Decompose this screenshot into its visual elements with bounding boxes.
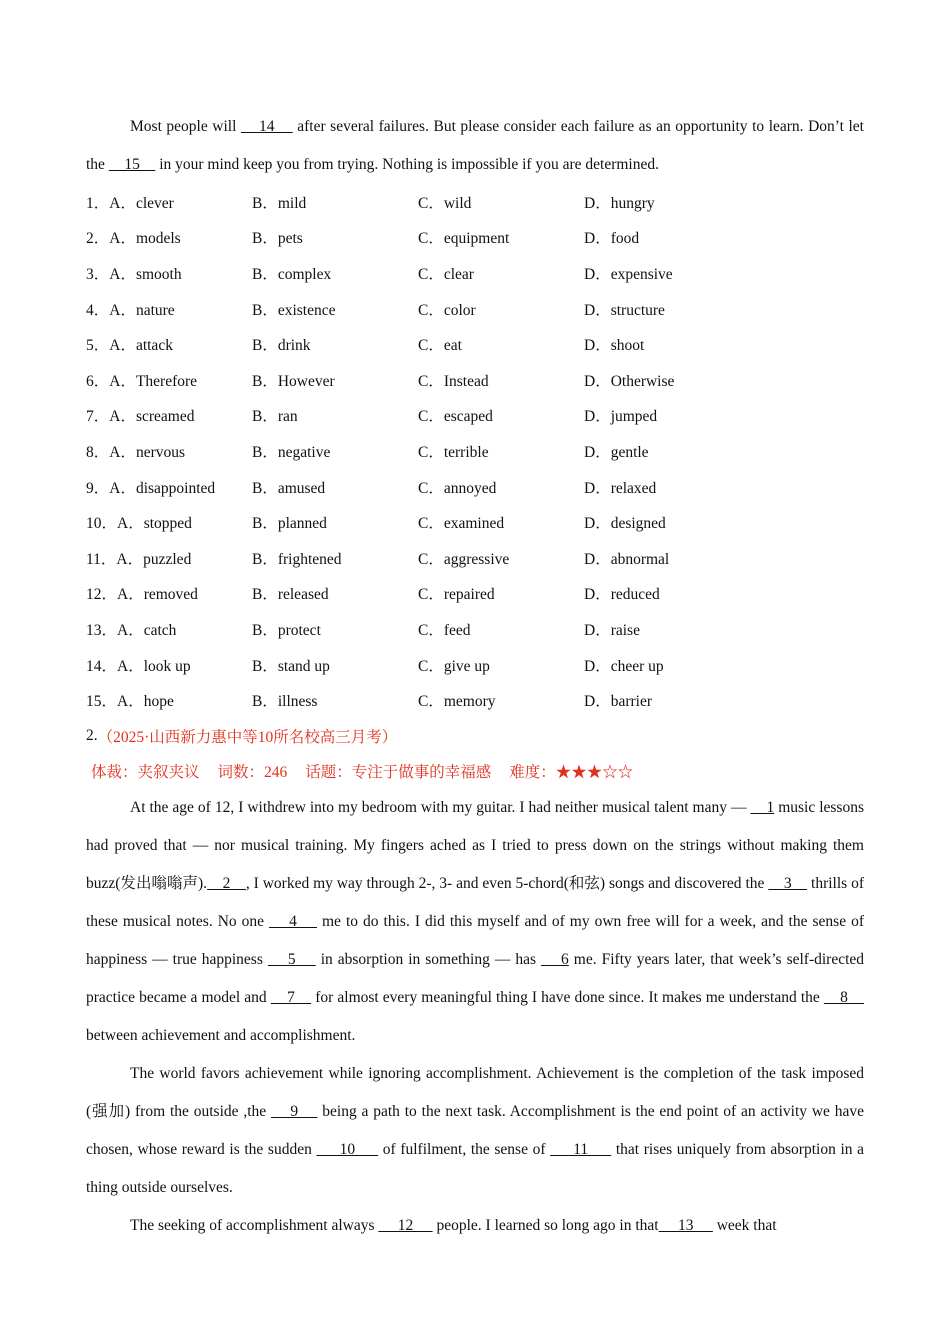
option-a: 13．A．catch [86,621,177,639]
question-row [86,611,864,647]
option-c: C．eat [418,337,462,355]
option-d: D．barrier [584,693,652,711]
question-row [86,255,864,291]
option-d: D．gentle [584,443,649,461]
answer-blank: 2 [207,875,246,893]
option-a: 12．A．removed [86,586,198,604]
passage-text: that rises uniquely from absorption in a thing outside ourselves. [86,1141,864,1197]
question-row [86,682,864,718]
question-row [86,647,864,683]
option-b: B．mild [252,194,307,212]
genre-label: 体裁：夹叙夹议 [91,764,200,782]
question-row [86,576,864,612]
passage-text: , I worked my way through 2-, 3- and even 5-chord(和弦) songs and discovered the [245,875,769,893]
option-a: 4．A．nature [86,301,175,319]
passage-text: after several failures. But please consider each failure as an opportunity to learn. Don’t let the [86,118,864,173]
option-c: C．terrible [418,443,489,461]
option-d: D．Otherwise [584,372,675,390]
option-c: C．Instead [418,372,489,390]
answer-blank: 15 [108,156,156,173]
passage-text: music lessons had proved that — nor musical training. My fingers ached as I tried to press down on the strings without making them buzz(发出嗡嗡声). [86,799,864,893]
option-d: D．reduced [584,586,660,604]
question-row [86,540,864,576]
option-c: C．equipment [418,230,510,248]
passage-text: being a path to the next task. Accomplishment is the end point of an activity we have chosen, whose reward is the sudden [86,1103,864,1159]
answer-blank: 3 [768,875,808,893]
passage-text: me. Fifty years later, that week’s self-directed practice became a model and [86,951,865,1007]
option-d: D．hungry [584,194,655,212]
option-a: 9．A．disappointed [86,479,216,497]
question-row [86,469,864,505]
option-d: D．raise [584,621,640,639]
option-a: 14．A．look up [86,657,191,675]
passage-text: At the age of 12, I withdrew into my bedroom with my guitar. I had neither musical talent many — [130,799,751,817]
option-d: D．expensive [584,265,673,283]
question-row [86,184,864,220]
option-c: C．give up [418,657,490,675]
section-2-heading [86,718,864,754]
answer-blank: 9 [271,1103,318,1121]
option-c: C．wild [418,194,472,212]
passage-text: me to do this. I did this myself and of my own free will for a week, and the sense of happiness — true happiness [86,913,864,969]
option-d: D．jumped [584,408,658,426]
option-a: 10．A．stopped [86,515,192,533]
question-row [86,362,864,398]
option-d: D．shoot [584,337,645,355]
answer-blank: 12 [378,1217,433,1235]
option-d: D．designed [584,515,666,533]
option-b: B．ran [252,408,298,426]
option-b: B．released [252,586,329,604]
section-source: （2025·山西新力惠中等10所名校高三月考） [97,728,398,746]
answer-blank: 4 [269,913,317,931]
passage-text: in your mind keep you from trying. Nothing is impossible if you are determined. [155,156,659,173]
option-b: B．amused [252,479,326,497]
passage-text: week that [712,1217,777,1235]
passage1-tail [86,108,864,184]
option-b: B．illness [252,693,318,711]
option-b: B．negative [252,443,331,461]
option-c: C．escaped [418,408,493,426]
answer-blank: 1 [750,799,775,817]
passage-text: between achievement and accomplishment. [86,1027,356,1045]
option-b: B．However [252,372,335,390]
answer-blank: 13 [658,1217,713,1235]
passage2-paragraph [86,789,864,1055]
option-c: C．color [418,301,476,319]
option-d: D．relaxed [584,479,657,497]
passage-text: Most people will [130,118,241,135]
option-a: 1．A．clever [86,194,174,212]
option-a: 7．A．screamed [86,408,195,426]
option-c: C．clear [418,265,474,283]
option-a: 6．A．Therefore [86,372,198,390]
answer-blank: 5 [267,951,316,969]
option-c: C．aggressive [418,550,510,568]
passage-text: The seeking of accomplishment always [130,1217,379,1235]
answer-blank: 14 [240,118,293,135]
option-c: C．annoyed [418,479,497,497]
option-a: 11．A．puzzled [86,550,192,568]
question-row [86,504,864,540]
answer-blank: 10 [316,1141,379,1159]
passage2 [86,789,864,1245]
option-b: B．planned [252,515,327,533]
option-a: 3．A．smooth [86,265,182,283]
option-b: B．frightened [252,550,342,568]
passage-text: The world favors achievement while ignoring accomplishment. Achievement is the completion of the task imposed (强加) from the outside ,the [86,1065,864,1121]
question-row [86,326,864,362]
option-c: C．feed [418,621,471,639]
option-c: C．examined [418,515,505,533]
option-d: D．food [584,230,640,248]
passage-text: of fulfilment, the sense of [378,1141,551,1159]
passage2-paragraph [86,1207,864,1245]
question-row [86,433,864,469]
answer-blank: 6 [541,951,569,969]
option-a: 8．A．nervous [86,443,186,461]
passage-text: for almost every meaningful thing I have done since. It makes me understand the [311,989,824,1007]
option-c: C．repaired [418,586,495,604]
option-c: C．memory [418,693,496,711]
option-b: B．drink [252,337,311,355]
option-b: B．stand up [252,657,330,675]
option-b: B．pets [252,230,303,248]
option-d: D．abnormal [584,550,670,568]
option-b: B．complex [252,265,332,283]
section-number: 2. [86,726,98,744]
answer-blank: 11 [550,1141,612,1159]
answer-blank: 8 [823,989,865,1007]
question-row [86,220,864,256]
document-page [86,108,864,1245]
option-b: B．protect [252,621,321,639]
option-d: D．cheer up [584,657,664,675]
option-d: D．structure [584,301,665,319]
option-a: 2．A．models [86,230,181,248]
word-count-label: 词数：246 [217,764,288,782]
passage2-paragraph [86,1055,864,1207]
question-options [86,184,864,718]
answer-blank: 7 [270,989,312,1007]
question-row [86,291,864,327]
option-a: 15．A．hope [86,693,174,711]
question-row [86,398,864,434]
passage-text: people. I learned so long ago in that [432,1217,659,1235]
difficulty-label: 难度：★★★☆☆ [509,764,634,782]
topic-label: 话题：专注于做事的幸福感 [305,764,492,782]
option-b: B．existence [252,301,336,319]
passage-text: in absorption in something — has [315,951,542,969]
passage-text: thrills of these musical notes. No one [86,875,864,931]
option-a: 5．A．attack [86,337,173,355]
section-2-meta [86,754,864,790]
